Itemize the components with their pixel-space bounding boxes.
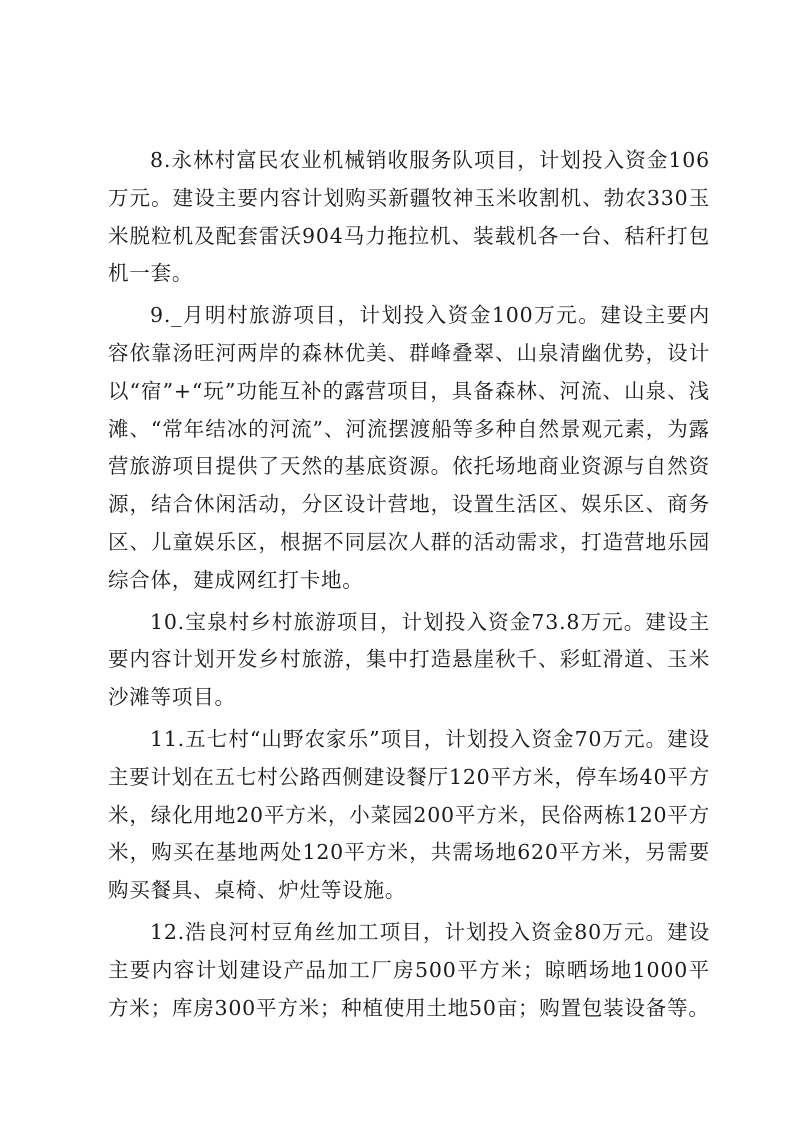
paragraph-item-10: 10.宝泉村乡村旅游项目，计划投入资金73.8万元。建设主要内容计划开发乡村旅游，集中打造悬崖秋千、彩虹滑道、玉米沙滩等项目。 [108,609,710,710]
document-body [108,142,710,1031]
paragraph-item-12: 12.浩良河村豆角丝加工项目，计划投入资金80万元。建设主要内容计划建设产品加工厂房500平方米；晾晒场地1000平方米；库房300平方米；种植使用土地50亩；购置包装设备等。 [108,919,710,1020]
paragraph-item-8: 8.永林村富民农业机械销收服务队项目，计划投入资金106万元。建设主要内容计划购买新疆牧神玉米收割机、勃农330玉米脱粒机及配套雷沃904马力拖拉机、装载机各一台、秸秆打包机一套。 [108,148,710,286]
paragraph-item-11: 11.五七村“山野农家乐”项目，计划投入资金70万元。建设主要计划在五七村公路西侧建设餐厅120平方米，停车场40平方米，绿化用地20平方米，小菜园200平方米，民俗两栋120平方米，购买在基地两处120平方米，共需场地620平方米，另需要购买餐具、桌椅、炉灶等设施。 [108,726,710,903]
paragraph-item-9: 9._月明村旅游项目，计划投入资金100万元。建设主要内容依靠汤旺河两岸的森林优美、群峰叠翠、山泉清幽优势，设计以“宿”+“玩”功能互补的露营项目，具备森林、河流、山泉、浅滩、“常年结冰的河流”、河流摆渡船等多种自然景观元素，为露营旅游项目提供了天然的基底资源。依托场地商业资源与自然资源，结合休闲活动，分区设计营地，设置生活区、娱乐区、商务区、儿童娱乐区，根据不同层次人群的活动需求，打造营地乐园综合体，建成网红打卡地。 [108,303,710,592]
